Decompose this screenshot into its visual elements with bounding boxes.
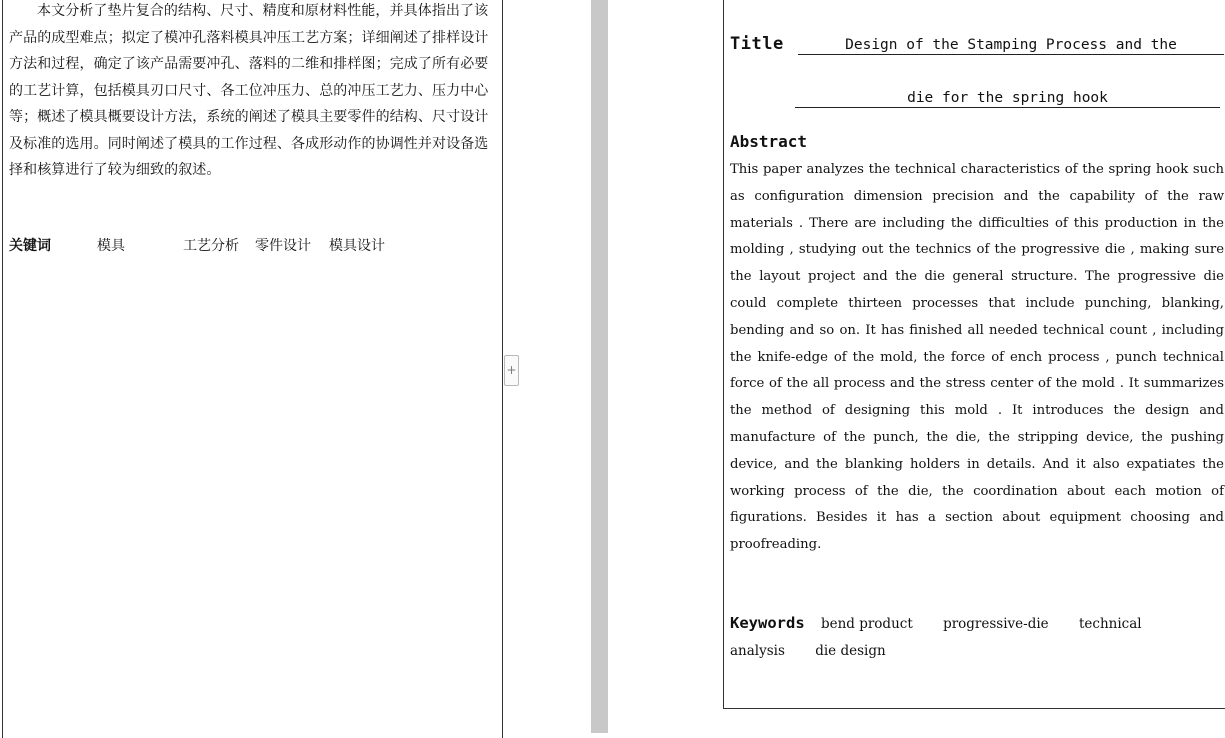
english-abstract: This paper analyzes the technical characteristics of the spring hook such as configuration dimension precision and the capability of the raw materials . There are including the difficulties of this production in the molding , studying out the technics of the progressive die , making sure the layout project and the die general structure. The progressive die could complete thirteen processes that include punching, blanking, bending and so on. It has finished all needed technical count , including the knife-edge of the mold, the force of ench process , punch technical force of the all process and the stress center of the mold . It summarizes the method of designing this mold . It introduces the design and manufacture of the punch, the die, the stripping device, the pushing device, and the blanking holders in details. And it also expatiates the working process of the die, the coordination about each motion of figurations. Besides it has a section about equipment choosing and proofreading. xyxy=(730,162,1224,553)
english-keyword: technical analysis xyxy=(730,616,1142,659)
chinese-keyword: 零件设计 xyxy=(255,238,311,254)
english-keywords-label: Keywords xyxy=(730,614,805,632)
pane-splitter[interactable] xyxy=(591,0,608,733)
title-label: Title xyxy=(730,34,784,54)
chinese-keyword: 模具 xyxy=(97,238,125,254)
chinese-keywords-label: 关键词 xyxy=(9,238,51,254)
english-keyword: die design xyxy=(815,643,886,659)
english-keyword: progressive-die xyxy=(943,616,1049,632)
expand-toggle-button[interactable]: + xyxy=(504,355,519,386)
left-page-chinese xyxy=(2,0,503,738)
right-page-english xyxy=(723,0,1225,709)
title-line-1: Design of the Stamping Process and the xyxy=(798,36,1224,55)
chinese-abstract: 本文分析了垫片复合的结构、尺寸、精度和原材料性能，并具体指出了该产品的成型难点；拟定了模冲孔落料模具冲压工艺方案；详细阐述了排样设计方法和过程，确定了该产品需要冲孔、落料的二维和排样图；完成了所有必要的工艺计算，包括模具刃口尺寸、各工位冲压力、总的冲压工艺力、压力中心等；概述了模具概要设计方法，系统的阐述了模具主要零件的结构、尺寸设计及标准的选用。同时阐述了模具的工作过程、各成形动作的协调性并对设备选择和核算进行了较为细致的叙述。 xyxy=(9,3,489,178)
abstract-heading: Abstract xyxy=(730,132,808,151)
chinese-keyword: 工艺分析 xyxy=(183,238,239,254)
title-line-2: die for the spring hook xyxy=(795,89,1220,108)
chinese-keywords xyxy=(9,235,385,255)
chinese-keyword: 模具设计 xyxy=(329,238,385,254)
english-keyword: bend product xyxy=(820,616,913,632)
english-keywords xyxy=(730,610,1224,665)
